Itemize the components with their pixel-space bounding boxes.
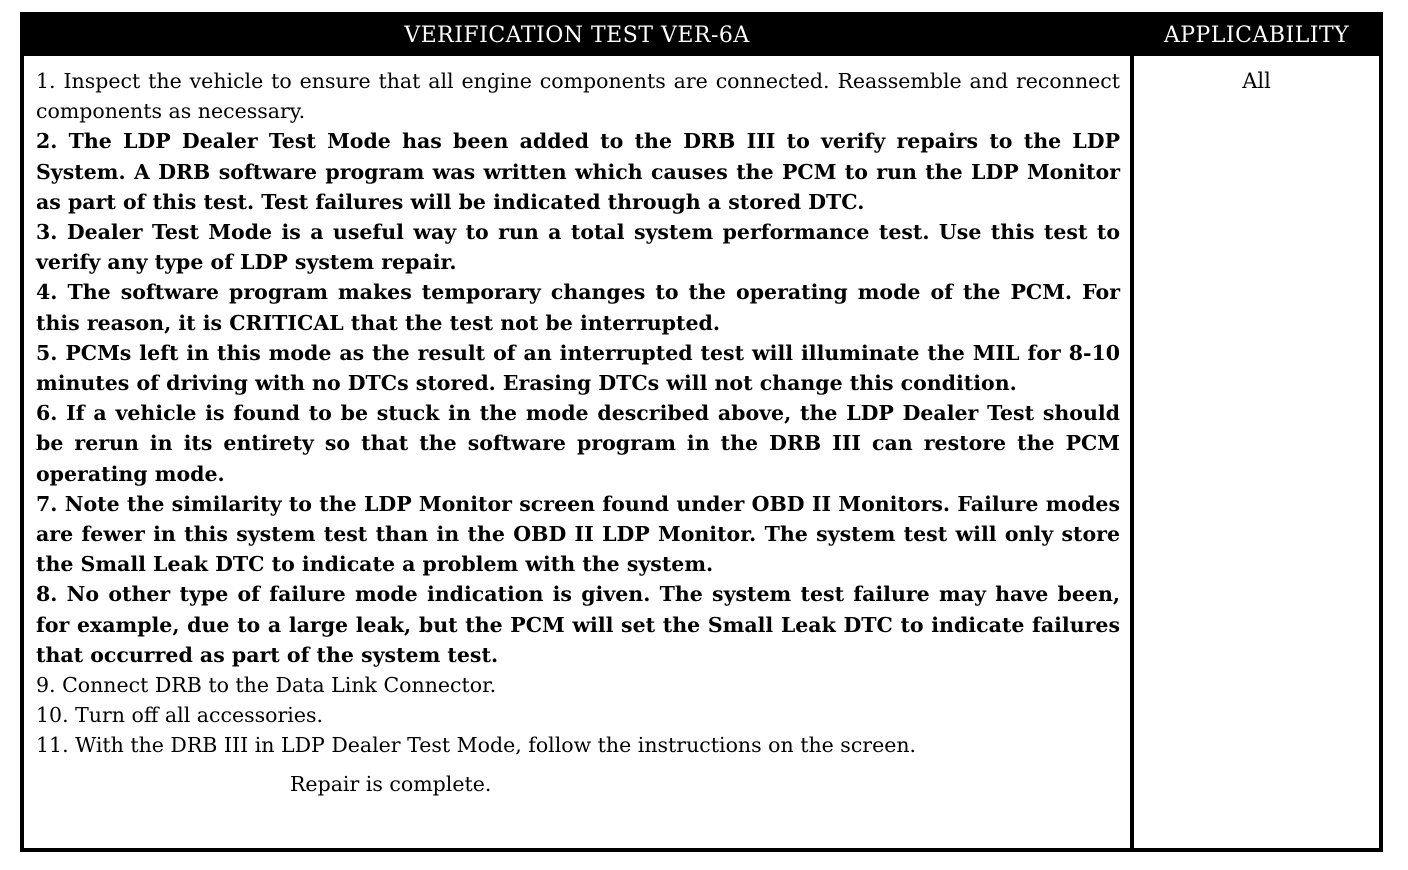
repair-complete-note: Repair is complete.: [290, 771, 492, 796]
step-6: 6. If a vehicle is found to be stuck in the mode described above, the LDP Dealer Test should be rerun in its entirety so that the software program in the DRB III can restore the PCM operating mode.: [36, 401, 1120, 486]
verification-test-table: [20, 12, 1383, 852]
test-steps-cell: [36, 66, 1120, 799]
step-5: 5. PCMs left in this mode as the result of an interrupted test will illuminate the MIL for 8-10 minutes of driving with no DTCs stored. Erasing DTCs will not change this condition.: [36, 340, 1120, 396]
step-9: 9. Connect DRB to the Data Link Connector.: [36, 673, 497, 698]
column-divider: [1130, 56, 1134, 848]
step-11: 11. With the DRB III in LDP Dealer Test Mode, follow the instructions on the screen.: [36, 733, 917, 758]
step-2: 2. The LDP Dealer Test Mode has been added to the DRB III to verify repairs to the LDP System. A DRB software program was written which causes the PCM to run the LDP Monitor as part of this test. Test failures will be indicated through a stored DTC.: [36, 129, 1120, 214]
step-8: 8. No other type of failure mode indication is given. The system test failure may have been, for example, due to a large leak, but the PCM will set the Small Leak DTC to indicate failures that occurred as part of the system test.: [36, 582, 1120, 667]
step-10: 10. Turn off all accessories.: [36, 703, 324, 728]
step-1: 1. Inspect the vehicle to ensure that all engine components are connected. Reassemble and reconnect components as necessary.: [36, 69, 1120, 124]
applicability-header: APPLICABILITY: [1163, 23, 1350, 48]
step-3: 3. Dealer Test Mode is a useful way to run a total system performance test. Use this test to verify any type of LDP system repair.: [36, 220, 1120, 275]
applicability-value: All: [1242, 69, 1271, 93]
step-7: 7. Note the similarity to the LDP Monitor screen found under OBD II Monitors. Failure modes are fewer in this system test than in the OBD II LDP Monitor. The system test will only store the Small Leak DTC to indicate a problem with the system.: [36, 491, 1120, 577]
table-header: [24, 16, 1379, 56]
step-4: 4. The software program makes temporary changes to the operating mode of the PCM. For this reason, it is CRITICAL that the test not be interrupted.: [36, 280, 1120, 335]
test-title: VERIFICATION TEST VER-6A: [404, 23, 750, 48]
